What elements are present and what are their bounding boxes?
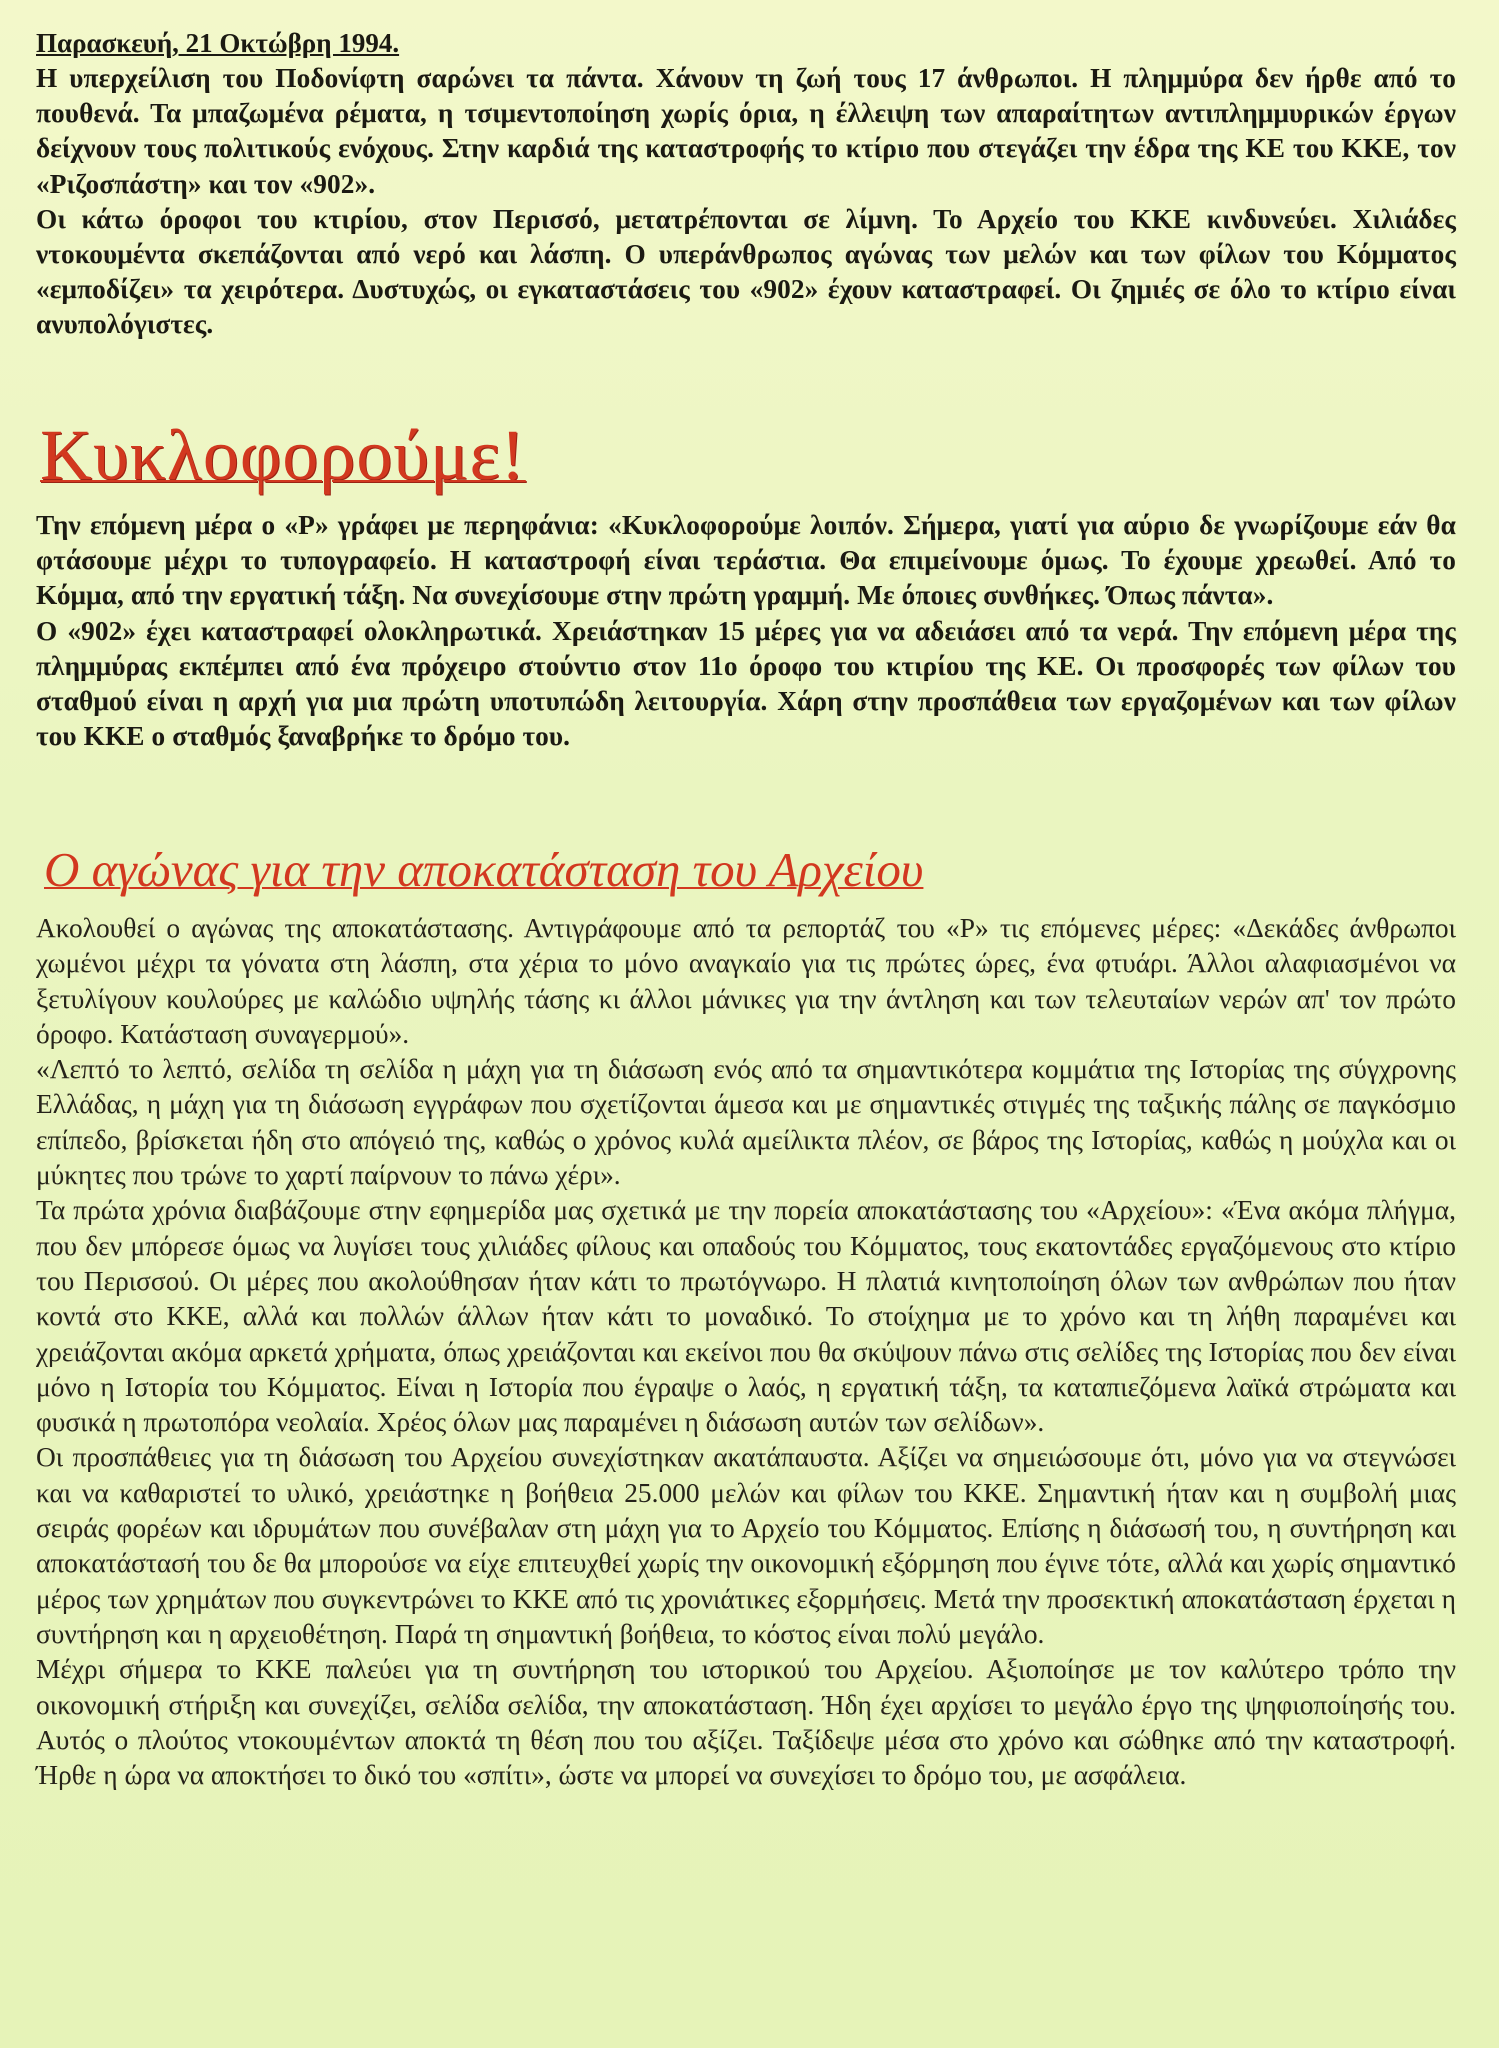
paragraph: Οι προσπάθειες για τη διάσωση του Αρχείου συνεχίστηκαν ακατάπαυστα. Αξίζει να σημειώσουμε ότι, μόνο για να στεγνώσει και να καθαριστεί το υλικό, χρειάστηκε η βοήθεια 25.000 μελών και φίλων του ΚΚΕ. Σημαντική ήταν και η συμβολή μιας σειράς φορέων και ιδρυμάτων που συνέβαλαν στη μάχη για το Αρχείο του Κόμματος. Επίσης η διάσωσή του, η συντήρηση και αποκατάστασή του δε θα μπορούσε να είχε επιτευχθεί χωρίς την οικονομική εξόρμηση που έγινε τότε, αλλά και χωρίς σημαντικό μέρος των χρημάτων που συγκεντρώνει το ΚΚΕ από τις χρονιάτικες εξορμήσεις. Μετά την προσεκτική αποκατάσταση έρχεται η συντήρηση και η αρχειοθέτηση. Παρά τη σημαντική βοήθεια, το κόστος είναι πολύ μεγάλο.	[36, 1442, 1456, 1649]
paragraph: Τα πρώτα χρόνια διαβάζουμε στην εφημερίδα μας σχετικά με την πορεία αποκατάστασης του «Αρχείου»: «Ένα ακόμα πλήγμα, που δεν μπόρεσε όμως να λυγίσει τους χιλιάδες φίλους και οπαδούς του Κόμματος, τους εκατοντάδες εργαζόμενους στο κτίριο του Περισσού. Οι μέρες που ακολούθησαν ήταν κάτι το πρωτόγνωρο. Η πλατιά κινητοποίηση όλων των ανθρώπων που ήταν κοντά στο ΚΚΕ, αλλά και πολλών άλλων ήταν κάτι το μοναδικό. Το στοίχημα με το χρόνο και τη λήθη παραμένει και χρειάζονται ακόμα αρκετά χρήματα, όπως χρειάζονται και εκείνοι που θα σκύψουν πάνω στις σελίδες της Ιστορίας που δεν είναι μόνο η Ιστορία του Κόμματος. Είναι η Ιστορία που έγραψε ο λαός, η εργατική τάξη, τα καταπιεζόμενα λαϊκά στρώματα και φυσικά η πρωτοπόρα νεολαία. Χρέος όλων μας παραμένει η διάσωση αυτών των σελίδων».	[36, 1195, 1456, 1438]
paragraph: Ο «902» έχει καταστραφεί ολοκληρωτικά. Χρειάστηκαν 15 μέρες για να αδειάσει από τα νερά. Την επόμενη μέρα της πλημμύρας εκπέμπει από ένα πρόχειρο στούντιο στον 11ο όροφο του κτιρίου της ΚΕ. Οι προσφορές των φίλων του σταθμού είναι η αρχή για μια πρώτη υποτυπώδη λειτουργία. Χάρη στην προσπάθεια των εργαζομένων και των φίλων του ΚΚΕ ο σταθμός ξαναβρήκε το δρόμο του.	[36, 615, 1456, 752]
paragraph: Μέχρι σήμερα το ΚΚΕ παλεύει για τη συντήρηση του ιστορικού του Αρχείου. Αξιοποίησε με τον καλύτερο τρόπο την οικονομική στήριξη και συνεχίζει, σελίδα σελίδα, την αποκατάσταση. Ήδη έχει αρχίσει το μεγάλο έργο της ψηφιοποίησής του. Αυτός ο πλούτος ντοκουμέντων αποκτά τη θέση που του αξίζει. Ταξίδεψε μέσα στο χρόνο και σώθηκε από την καταστροφή. Ήρθε η ώρα να αποκτήσει το δικό του «σπίτι», ώστε να μπορεί να συνεχίσει το δρόμο του, με ασφάλεια.	[36, 1654, 1456, 1791]
paragraph: Η υπερχείλιση του Ποδονίφτη σαρώνει τα πάντα. Χάνουν τη ζωή τους 17 άνθρωποι. Η πλημμύρα δεν ήρθε από το πουθενά. Τα μπαζωμένα ρέματα, η τσιμεντοποίηση χωρίς όρια, η έλλειψη των απαραίτητων αντιπλημμυρικών έργων δείχνουν τους πολιτικούς ενόχους. Στην καρδιά της καταστροφής το κτίριο που στεγάζει την έδρα της ΚΕ του ΚΚΕ, τον «Ριζοσπάστη» και τον «902».	[36, 63, 1456, 199]
date-heading: Παρασκευή, 21 Οκτώβρη 1994.	[36, 28, 400, 58]
paragraph: Την επόμενη μέρα ο «Ρ» γράφει με περηφάνια: «Κυκλοφορούμε λοιπόν. Σήμερα, γιατί για αύριο δε γνωρίζουμε εάν θα φτάσουμε μέχρι το τυπογραφείο. Η καταστροφή είναι τεράστια. Θα επιμείνουμε όμως. Το έχουμε χρεωθεί. Από το Κόμμα, από την εργατική τάξη. Να συνεχίσουμε στην πρώτη γραμμή. Με όποιες συνθήκες. Όπως πάντα».	[36, 510, 1456, 611]
section-circulation	[36, 508, 1456, 754]
paragraph: «Λεπτό το λεπτό, σελίδα τη σελίδα η μάχη για τη διάσωση ενός από τα σημαντικότερα κομμάτια της Ιστορίας της σύγχρονης Ελλάδας, η μάχη για τη διάσωση εγγράφων που σχετίζονται άμεσα και με σημαντικές στιγμές της ταξικής πάλης σε παγκόσμιο επίπεδο, βρίσκεται ήδη στο απόγειό της, καθώς ο χρόνος κυλά αμείλικτα πλέον, σε βάρος της Ιστορίας, καθώς η μούχλα και οι μύκητες που τρώνε το χαρτί παίρνουν το πάνω χέρι».	[36, 1054, 1456, 1191]
section-archive-restoration	[36, 911, 1456, 1793]
paragraph: Ακολουθεί ο αγώνας της αποκατάστασης. Αντιγράφουμε από τα ρεπορτάζ του «Ρ» τις επόμενες μέρες: «Δεκάδες άνθρωποι χωμένοι μέχρι τα γόνατα στη λάσπη, στα χέρια το μόνο αναγκαίο για τις πρώτες ώρες, ένα φτυάρι. Άλλοι αλαφιασμένοι να ξετυλίγουν κουλούρες με καλώδιο υψηλής τάσης κι άλλοι μάνικες για την άντληση και των τελευταίων νερών απ' τον πρώτο όροφο. Κατάσταση συναγερμού».	[36, 913, 1456, 1049]
heading-kykloforoume: Κυκλοφορούμε!	[40, 415, 526, 495]
heading-archive-restoration: Ο αγώνας για την αποκατάσταση του Αρχείου	[44, 842, 924, 897]
section-flood-report	[36, 26, 1456, 343]
paragraph: Οι κάτω όροφοι του κτιρίου, στον Περισσό, μετατρέπονται σε λίμνη. Το Αρχείο του ΚΚΕ κινδυνεύει. Χιλιάδες ντοκουμέντα σκεπάζονται από νερό και λάσπη. Ο υπεράνθρωπος αγώνας των μελών και των φίλων του Κόμματος «εμποδίζει» τα χειρότερα. Δυστυχώς, οι εγκαταστάσεις του «902» έχουν καταστραφεί. Οι ζημιές σε όλο το κτίριο είναι ανυπολόγιστες.	[36, 203, 1456, 340]
